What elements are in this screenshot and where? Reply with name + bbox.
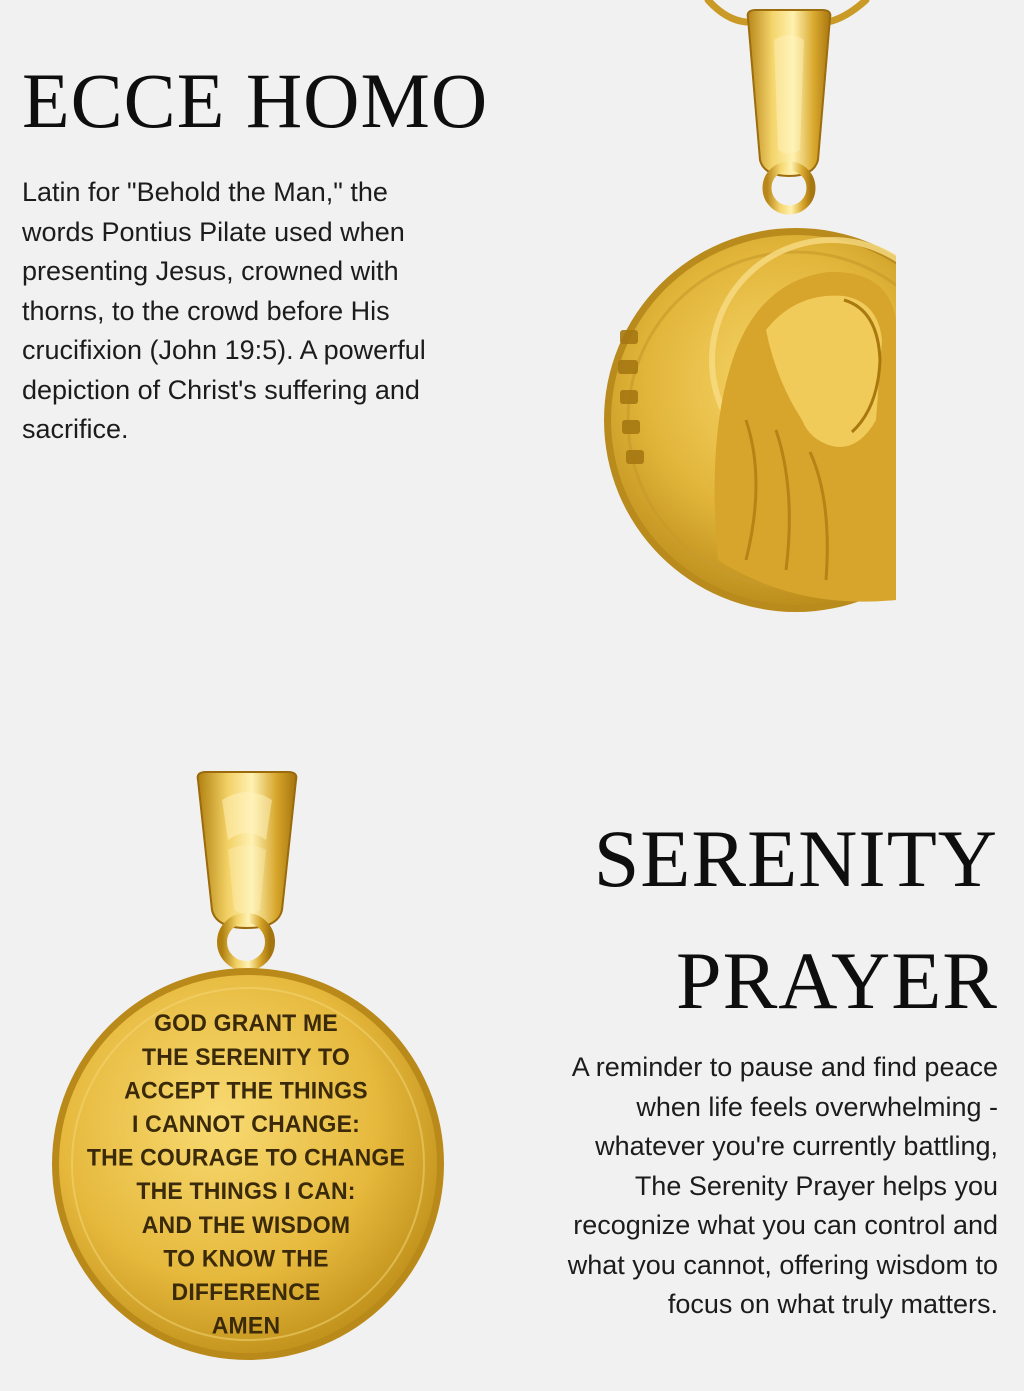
ecce-homo-description: Latin for "Behold the Man," the words Pontius Pilate used when presenting Jesus, crowned with thorns, to the crowd before His crucifixion (John 19:5). A powerful depiction of Christ's suffering and sacrifice.: [22, 177, 426, 444]
engraving-line: THE COURAGE TO CHANGE: [86, 1143, 406, 1171]
engraving-line: AND THE WISDOM: [141, 1210, 351, 1239]
engraving-line: THE THINGS I CAN:: [136, 1177, 356, 1205]
ecce-homo-title: ECCE HOMO: [22, 57, 489, 144]
engraving-line: THE SERENITY TO: [142, 1042, 350, 1071]
engraving-line: ACCEPT THE THINGS: [124, 1076, 368, 1104]
engraving-line: TO KNOW THE: [163, 1244, 329, 1272]
engraving-line: DIFFERENCE: [171, 1277, 321, 1306]
serenity-prayer-description: A reminder to pause and find peace when life feels overwhelming - whatever you're currently battling, The Serenity Prayer helps you recognize what you can control and what you cannot, offering wisdom to focus on what truly matters.: [567, 1052, 998, 1319]
serenity-title-line2: PRAYER: [676, 935, 998, 1026]
engraving-line: AMEN: [211, 1311, 281, 1339]
ecce-homo-pendant-image: [596, 0, 896, 612]
engraving-line: GOD GRANT ME: [154, 1009, 338, 1037]
engraving-line: I CANNOT CHANGE:: [131, 1109, 361, 1138]
pendant-engraving-text: [52, 1006, 440, 1342]
serenity-title-line1: SERENITY: [593, 813, 998, 904]
